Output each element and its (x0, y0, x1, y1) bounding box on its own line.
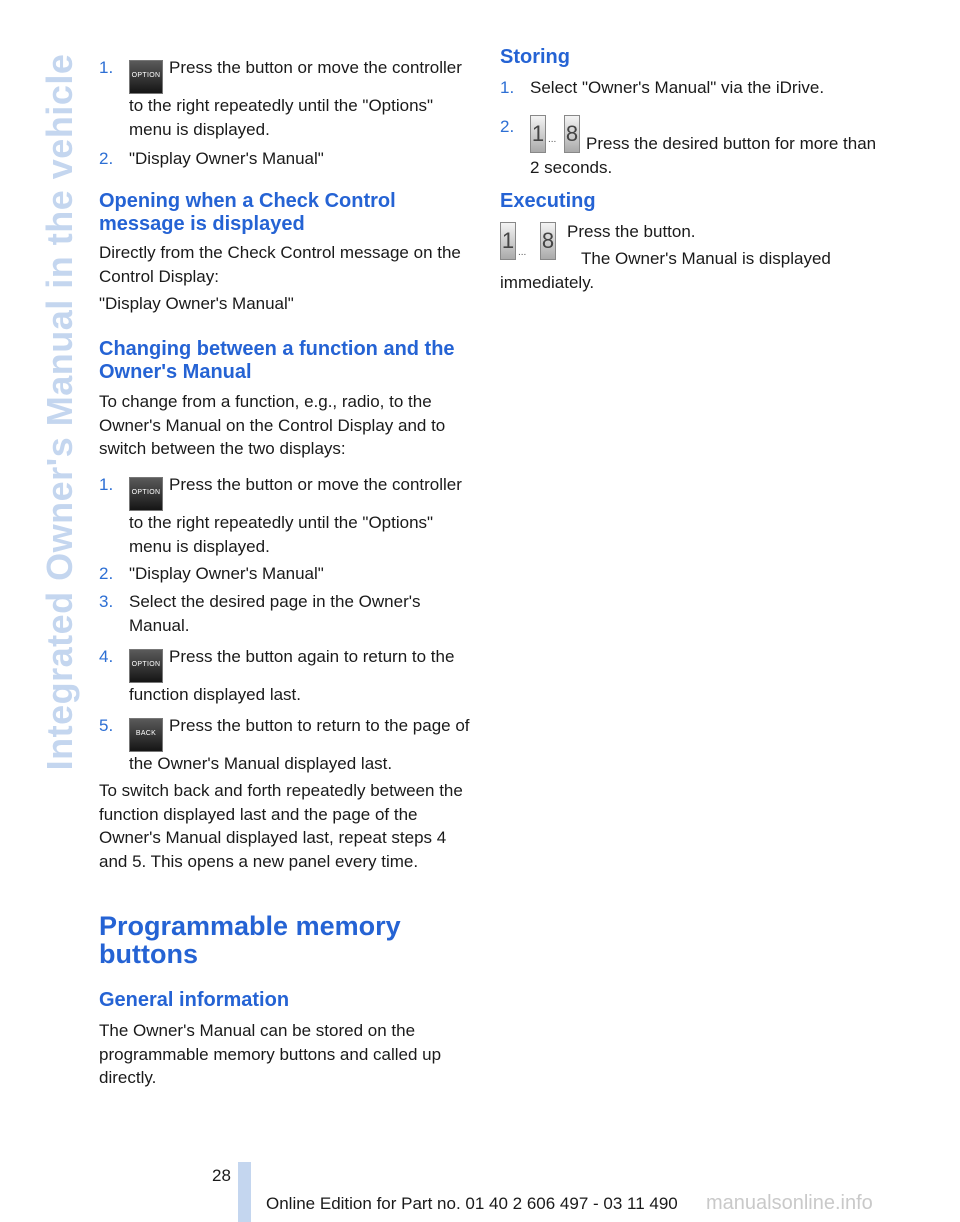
list-item (99, 714, 475, 776)
step-number: 1. (99, 475, 114, 494)
step-number: 2. (99, 149, 114, 168)
subheading-general-information: General information (99, 989, 290, 1011)
list-item (500, 115, 880, 179)
step-number: 5. (99, 716, 114, 735)
step-number: 2. (99, 564, 114, 583)
step-number: 3. (99, 592, 114, 611)
list-item (99, 147, 475, 171)
list-item (99, 562, 475, 586)
footer-text: Online Edition for Part no. 01 40 2 606 497 - 03 11 490 (266, 1194, 678, 1213)
step-text: Select the desired page in the Owner's Manual. (129, 592, 421, 635)
paragraph: The Owner's Manual is displayed immediately. (500, 249, 831, 292)
option-button-icon: OPTION (129, 649, 163, 683)
section-heading-changing: Changing between a function and the Owner's Manual (99, 338, 455, 383)
list-item (99, 645, 475, 707)
section-heading-executing: Executing (500, 190, 596, 212)
page-number: 28 (212, 1166, 231, 1185)
step-text: Select "Owner's Manual" via the iDrive. (530, 78, 825, 97)
step-text: Press the button or move the controller to the right repeatedly until the "Options" menu is displayed. (129, 58, 462, 139)
step-number: 1. (99, 58, 114, 77)
back-button-icon: BACK (129, 718, 163, 752)
step-number: 4. (99, 647, 114, 666)
step-text: Press the button again to return to the function displayed last. (129, 647, 455, 704)
footer-bar (238, 1162, 251, 1222)
sidebar-title-text: Integrated Owner's Manual in the vehicle (39, 53, 80, 771)
memory-buttons-icon: 1 ... 8 (530, 115, 580, 153)
paragraph: The Owner's Manual can be stored on the programmable memory buttons and called up directly. (99, 1021, 442, 1087)
section-heading-check-control: Opening when a Check Control message is displayed (99, 190, 396, 235)
step-text: Press the button or move the controller to the right repeatedly until the "Options" menu is displayed. (129, 475, 462, 556)
list-item (500, 76, 880, 100)
paragraph: Directly from the Check Control message on the Control Display: (99, 243, 461, 286)
step-text: Press the desired button for more than 2 seconds. (530, 134, 877, 177)
section-heading-storing: Storing (500, 46, 570, 68)
watermark: manualsonline.info (706, 1192, 873, 1214)
option-button-icon: OPTION (129, 477, 163, 511)
step-text: Press the button to return to the page of the Owner's Manual displayed last. (129, 716, 470, 773)
list-item (99, 56, 475, 141)
paragraph: To change from a function, e.g., radio, to the Owner's Manual on the Control Display and to switch between the two displays: (99, 392, 446, 458)
memory-buttons-icon: 1 ... 8 (500, 222, 556, 260)
step-text: "Display Owner's Manual" (129, 149, 324, 168)
step-number: 2. (500, 117, 515, 136)
paragraph: "Display Owner's Manual" (99, 294, 294, 313)
step-number: 1. (500, 78, 515, 97)
paragraph: Press the button. (567, 222, 696, 241)
list-item (99, 590, 475, 637)
list-item (99, 473, 475, 558)
option-button-icon: OPTION (129, 60, 163, 94)
paragraph: To switch back and forth repeatedly between the function displayed last and the page of the Owner's Manual displayed last, repeat steps 4 and 5. This opens a new panel every time. (99, 781, 463, 871)
step-text: "Display Owner's Manual" (129, 564, 324, 583)
section-heading-programmable: Programmable memory buttons (99, 911, 401, 969)
